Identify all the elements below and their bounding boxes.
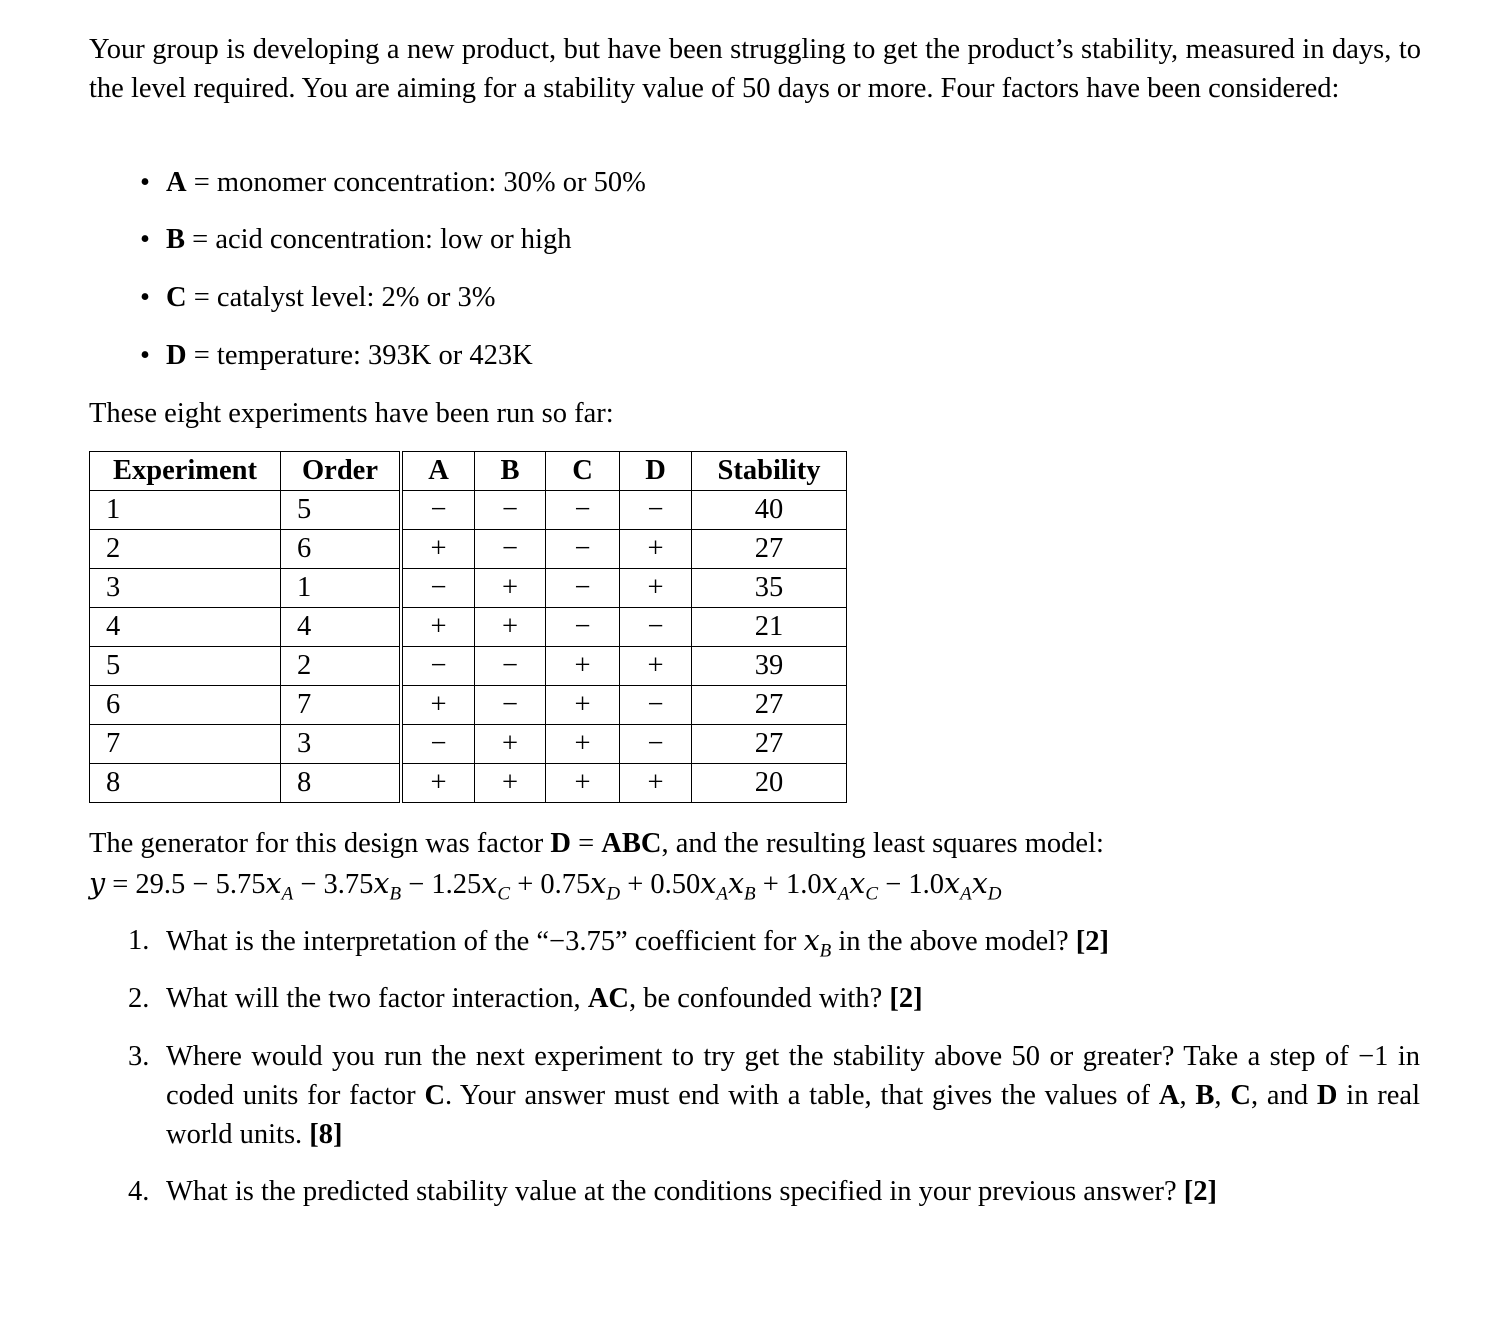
model-intercept: = 29.5 − 5.75 bbox=[105, 869, 266, 900]
cell-stability: 21 bbox=[692, 608, 847, 647]
cell-c: − bbox=[546, 530, 620, 569]
cell-experiment: 6 bbox=[90, 686, 281, 725]
table-row bbox=[90, 764, 847, 803]
question-text: What is the interpretation of the “−3.75” coefficient for bbox=[166, 926, 804, 957]
generator-factor-d: D bbox=[550, 828, 571, 859]
model-var: x bbox=[727, 867, 745, 900]
cell-experiment: 8 bbox=[90, 764, 281, 803]
cell-a: − bbox=[401, 647, 475, 686]
bullet-icon: • bbox=[140, 167, 150, 198]
question-marks: [2] bbox=[1183, 1176, 1218, 1207]
question-bold: C bbox=[424, 1080, 446, 1111]
header-d: D bbox=[620, 452, 692, 491]
model-term: − 1.0 bbox=[878, 869, 945, 900]
model-var: x bbox=[944, 867, 961, 900]
cell-b: + bbox=[475, 764, 546, 803]
model-var: x bbox=[481, 867, 498, 900]
table-row bbox=[90, 725, 847, 764]
factor-letter: C bbox=[166, 282, 187, 313]
generator-abc: ABC bbox=[601, 828, 662, 859]
table-row bbox=[90, 686, 847, 725]
cell-order: 8 bbox=[281, 764, 402, 803]
question-number: 2. bbox=[128, 983, 150, 1014]
header-order: Order bbox=[281, 452, 402, 491]
experiments-intro: These eight experiments have been run so far: bbox=[89, 398, 614, 429]
factor-text: = monomer concentration: 30% or 50% bbox=[193, 167, 646, 198]
cell-experiment: 7 bbox=[90, 725, 281, 764]
model-term: + 0.50 bbox=[620, 869, 701, 900]
factor-item-c bbox=[140, 280, 496, 316]
cell-order: 4 bbox=[281, 608, 402, 647]
cell-order: 1 bbox=[281, 569, 402, 608]
cell-b: + bbox=[475, 608, 546, 647]
question-text: , bbox=[1179, 1080, 1196, 1111]
bullet-icon: • bbox=[140, 224, 150, 255]
model-var: x bbox=[971, 867, 988, 900]
cell-b: − bbox=[475, 491, 546, 530]
question-text: What will the two factor interaction, bbox=[166, 983, 588, 1014]
question-number: 3. bbox=[128, 1041, 150, 1072]
model-sub: A bbox=[837, 883, 850, 905]
model-var: x bbox=[265, 867, 282, 900]
cell-a: + bbox=[401, 764, 475, 803]
model-sub: A bbox=[716, 883, 728, 905]
model-var: x bbox=[849, 867, 866, 900]
table-row bbox=[90, 647, 847, 686]
header-b: B bbox=[475, 452, 546, 491]
question-text: , bbox=[1214, 1080, 1231, 1111]
cell-experiment: 3 bbox=[90, 569, 281, 608]
factor-item-d bbox=[140, 338, 533, 374]
table-row bbox=[90, 491, 847, 530]
cell-c: + bbox=[546, 764, 620, 803]
cell-experiment: 1 bbox=[90, 491, 281, 530]
model-sub: C bbox=[865, 883, 879, 905]
model-var: x bbox=[590, 867, 607, 900]
question-marks: [2] bbox=[1075, 926, 1110, 957]
factor-item-a bbox=[140, 165, 646, 201]
cell-c: + bbox=[546, 686, 620, 725]
generator-prefix: The generator for this design was factor bbox=[89, 828, 551, 859]
generator-equals: = bbox=[570, 828, 602, 859]
table-row bbox=[90, 530, 847, 569]
cell-order: 7 bbox=[281, 686, 402, 725]
model-sub: B bbox=[744, 883, 756, 905]
question-number: 1. bbox=[128, 925, 150, 956]
factor-letter: A bbox=[166, 167, 187, 198]
model-term: − 1.25 bbox=[401, 869, 482, 900]
question-number: 4. bbox=[128, 1176, 150, 1207]
cell-b: + bbox=[475, 725, 546, 764]
cell-d: − bbox=[620, 725, 692, 764]
cell-order: 3 bbox=[281, 725, 402, 764]
question-text: . Your answer must end with a table, that gives the values of bbox=[445, 1080, 1159, 1111]
cell-c: − bbox=[546, 491, 620, 530]
factor-text: = catalyst level: 2% or 3% bbox=[193, 282, 496, 313]
header-experiment: Experiment bbox=[90, 452, 281, 491]
cell-a: + bbox=[401, 686, 475, 725]
model-sub: C bbox=[497, 883, 511, 905]
cell-a: − bbox=[401, 491, 475, 530]
model-term: + 0.75 bbox=[510, 869, 591, 900]
question-bold: B bbox=[1195, 1080, 1215, 1111]
cell-a: + bbox=[401, 608, 475, 647]
cell-a: + bbox=[401, 530, 475, 569]
question-4 bbox=[128, 1172, 1420, 1211]
question-text: in the above model? bbox=[831, 926, 1076, 957]
cell-a: − bbox=[401, 569, 475, 608]
question-var: x bbox=[803, 924, 820, 957]
cell-b: − bbox=[475, 647, 546, 686]
generator-statement bbox=[89, 826, 1104, 862]
factor-letter: B bbox=[166, 224, 186, 255]
model-sub: A bbox=[281, 883, 294, 905]
cell-stability: 20 bbox=[692, 764, 847, 803]
model-var: x bbox=[700, 867, 717, 900]
question-text: What is the predicted stability value at the conditions specified in your previous answer? bbox=[166, 1176, 1184, 1207]
table-header-row bbox=[90, 452, 847, 491]
question-marks: [8] bbox=[309, 1119, 343, 1150]
generator-suffix: , and the resulting least squares model: bbox=[661, 828, 1104, 859]
cell-experiment: 5 bbox=[90, 647, 281, 686]
question-3 bbox=[128, 1037, 1420, 1150]
cell-c: − bbox=[546, 569, 620, 608]
cell-d: + bbox=[620, 530, 692, 569]
model-y: y bbox=[89, 867, 106, 900]
cell-order: 6 bbox=[281, 530, 402, 569]
cell-b: + bbox=[475, 569, 546, 608]
cell-experiment: 2 bbox=[90, 530, 281, 569]
cell-d: + bbox=[620, 764, 692, 803]
cell-c: + bbox=[546, 725, 620, 764]
cell-c: − bbox=[546, 608, 620, 647]
cell-d: + bbox=[620, 647, 692, 686]
cell-order: 2 bbox=[281, 647, 402, 686]
table-row bbox=[90, 569, 847, 608]
model-var: x bbox=[821, 867, 838, 900]
cell-stability: 40 bbox=[692, 491, 847, 530]
model-sub: D bbox=[606, 883, 621, 905]
question-text: , and bbox=[1250, 1080, 1317, 1111]
header-stability: Stability bbox=[692, 452, 847, 491]
factor-text: = temperature: 393K or 423K bbox=[193, 340, 533, 371]
factor-letter: D bbox=[166, 340, 187, 371]
question-1 bbox=[128, 921, 1420, 960]
question-sub: B bbox=[819, 940, 832, 962]
model-var: x bbox=[373, 867, 390, 900]
cell-stability: 27 bbox=[692, 686, 847, 725]
cell-a: − bbox=[401, 725, 475, 764]
cell-order: 5 bbox=[281, 491, 402, 530]
model-term: − 3.75 bbox=[293, 869, 374, 900]
model-sub: D bbox=[987, 883, 1002, 905]
cell-experiment: 4 bbox=[90, 608, 281, 647]
cell-stability: 27 bbox=[692, 725, 847, 764]
intro-paragraph: Your group is developing a new product, but have been struggling to get the product’s stability, measured in days, to the level required. You are aiming for a stability value of 50 days or more. Four factors have been considered: bbox=[89, 34, 1421, 104]
cell-c: + bbox=[546, 647, 620, 686]
cell-stability: 39 bbox=[692, 647, 847, 686]
question-bold: D bbox=[1316, 1080, 1338, 1111]
bullet-icon: • bbox=[140, 340, 150, 371]
experiments-table bbox=[89, 451, 847, 803]
model-sub: A bbox=[960, 883, 972, 905]
question-marks: [2] bbox=[889, 983, 923, 1014]
cell-d: − bbox=[620, 608, 692, 647]
question-2 bbox=[128, 979, 1420, 1018]
question-text: , be confounded with? bbox=[628, 983, 890, 1014]
question-bold: C bbox=[1230, 1080, 1251, 1111]
model-term: + 1.0 bbox=[755, 869, 822, 900]
factor-text: = acid concentration: low or high bbox=[192, 224, 572, 255]
question-bold: AC bbox=[587, 983, 629, 1014]
cell-d: − bbox=[620, 491, 692, 530]
table-row bbox=[90, 608, 847, 647]
question-text: Where would you run the next experiment to try get the stability above 50 or greater? Take a step of −1 in coded units for factor bbox=[166, 1041, 1420, 1111]
cell-b: − bbox=[475, 686, 546, 725]
model-equation bbox=[89, 866, 1002, 913]
model-sub: B bbox=[389, 883, 402, 905]
header-c: C bbox=[546, 452, 620, 491]
cell-d: + bbox=[620, 569, 692, 608]
factor-item-b bbox=[140, 222, 571, 258]
cell-b: − bbox=[475, 530, 546, 569]
bullet-icon: • bbox=[140, 282, 150, 313]
cell-stability: 27 bbox=[692, 530, 847, 569]
header-a: A bbox=[401, 452, 475, 491]
cell-stability: 35 bbox=[692, 569, 847, 608]
cell-d: − bbox=[620, 686, 692, 725]
question-bold: A bbox=[1158, 1080, 1180, 1111]
question-text: in real world units. bbox=[166, 1080, 1420, 1150]
